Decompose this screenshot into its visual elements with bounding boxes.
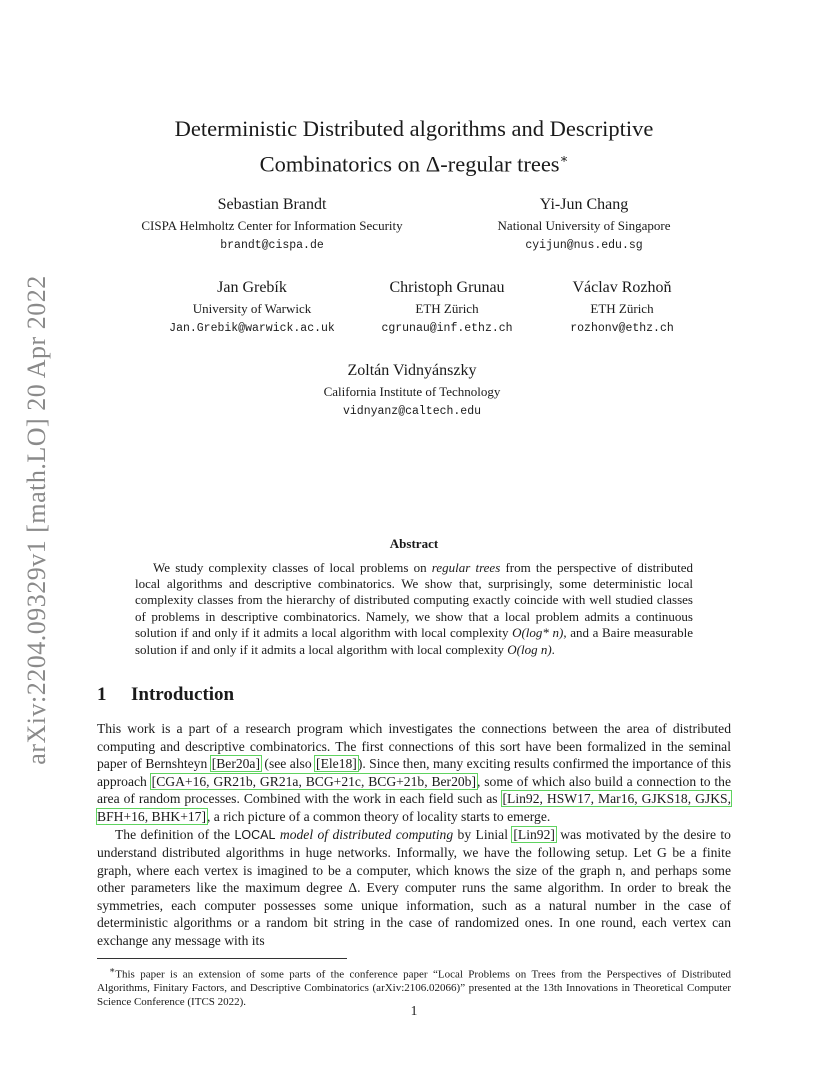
author-block — [97, 194, 731, 514]
author-5: Václav Rozhoň ETH Zürich rozhonv@ethz.ch — [570, 278, 674, 335]
abstract-heading: Abstract — [389, 535, 439, 551]
paper-title: Deterministic Distributed algorithms and Descriptive Combinatorics on Δ-regular trees∗ — [174, 116, 654, 177]
citation-link[interactable]: [Ele18] — [316, 756, 357, 772]
citation-link[interactable]: [Ber20a] — [211, 756, 260, 772]
citation-link[interactable]: [CGA+16, GR21b, GR21a, BCG+21c, BCG+21b, Ber20b] — [151, 773, 476, 789]
author-2: Yi-Jun Chang National University of Singapore cyijun@nus.edu.sg — [497, 195, 671, 252]
abstract-text: We study complexity classes of local problems on regular trees from the perspective of distributed local algorithms and descriptive combinatorics. We show that, surprisingly, some deterministic local complexity classes from the hierarchy of distributed computing exactly coincide with well studied classes of problems in descriptive combinatorics. Namely, we show that a local problem admits a continuous solution if and only if it admits a local algorithm with local complexity O(log* n), and a Baire measurable solution if and only if it admits a local algorithm with local complexity O(log n). — [135, 559, 693, 657]
arxiv-identifier: arXiv:2204.09329v1 [math.LO] 20 Apr 2022 — [22, 275, 51, 765]
author-6: Zoltán Vidnyánszky California Institute of Technology vidnyanz@caltech.edu — [323, 361, 501, 418]
citation-link[interactable]: [Lin92, HSW17, Mar16, GJKS18, GJKS, BFH+16, BHK+17] — [97, 791, 731, 824]
arxiv-sidebar — [12, 250, 62, 790]
intro-paragraph-1: This work is a part of a research program which investigates the connections between the area of distributed computing and descriptive combinatorics. The first connections of this sort have been formalized in the seminal paper of Bernshteyn [Ber20a] (see also [Ele18]). Since then, many exciting results confirmed the importance of this approach [CGA+16, GR21b, GR21a, BCG+21c, BCG+21b, Ber20b], some of which also build a connection to the area of random processes. Combined with the work in each field such as [Lin92, HSW17, Mar16, GJKS18, GJKS, BFH+16, BHK+17], a rich picture of a common theory of locality starts to emerge. — [97, 720, 731, 824]
author-1: Sebastian Brandt CISPA Helmholtz Center for Information Security brandt@cispa.de — [141, 195, 403, 252]
title-footnote-mark: ∗ — [559, 151, 569, 166]
page-number: 1 — [410, 1003, 418, 1018]
author-4: Christoph Grunau ETH Zürich cgrunau@inf.ethz.ch — [381, 278, 513, 335]
paper-page — [97, 100, 731, 1020]
local-model-term: LOCAL — [234, 827, 276, 842]
section-heading: 1 Introduction — [97, 683, 235, 705]
footnote-rule — [97, 958, 347, 959]
footnote: ∗This paper is an extension of some parts of the conference paper “Local Problems on Trees from the Perspectives of Distributed Algorithms, Finitary Factors, and Descriptive Combinatorics (arXiv:2106.02066)” presented at the 13th Innovations in Theoretical Computer Science Conference (ITCS 2022). — [97, 964, 731, 1009]
citation-link[interactable]: [Lin92] — [513, 826, 555, 842]
author-3: Jan Grebík University of Warwick Jan.Grebik@warwick.ac.uk — [169, 278, 335, 335]
intro-paragraph-2: The definition of the LOCAL model of distributed computing by Linial [Lin92] was motivated by the desire to understand distributed algorithms in huge networks. Informally, we have the following setup. Let G be a finite graph, where each vertex is imagined to be a computer, which knows the size of the graph n, and perhaps some other parameters like the maximum degree Δ. Every computer runs the same algorithm. In order to break the symmetries, each computer possesses some unique information, such as a natural number in the case of deterministic algorithms or a random bit string in the case of randomized ones. In one round, each vertex can exchange any message with its — [97, 826, 731, 949]
